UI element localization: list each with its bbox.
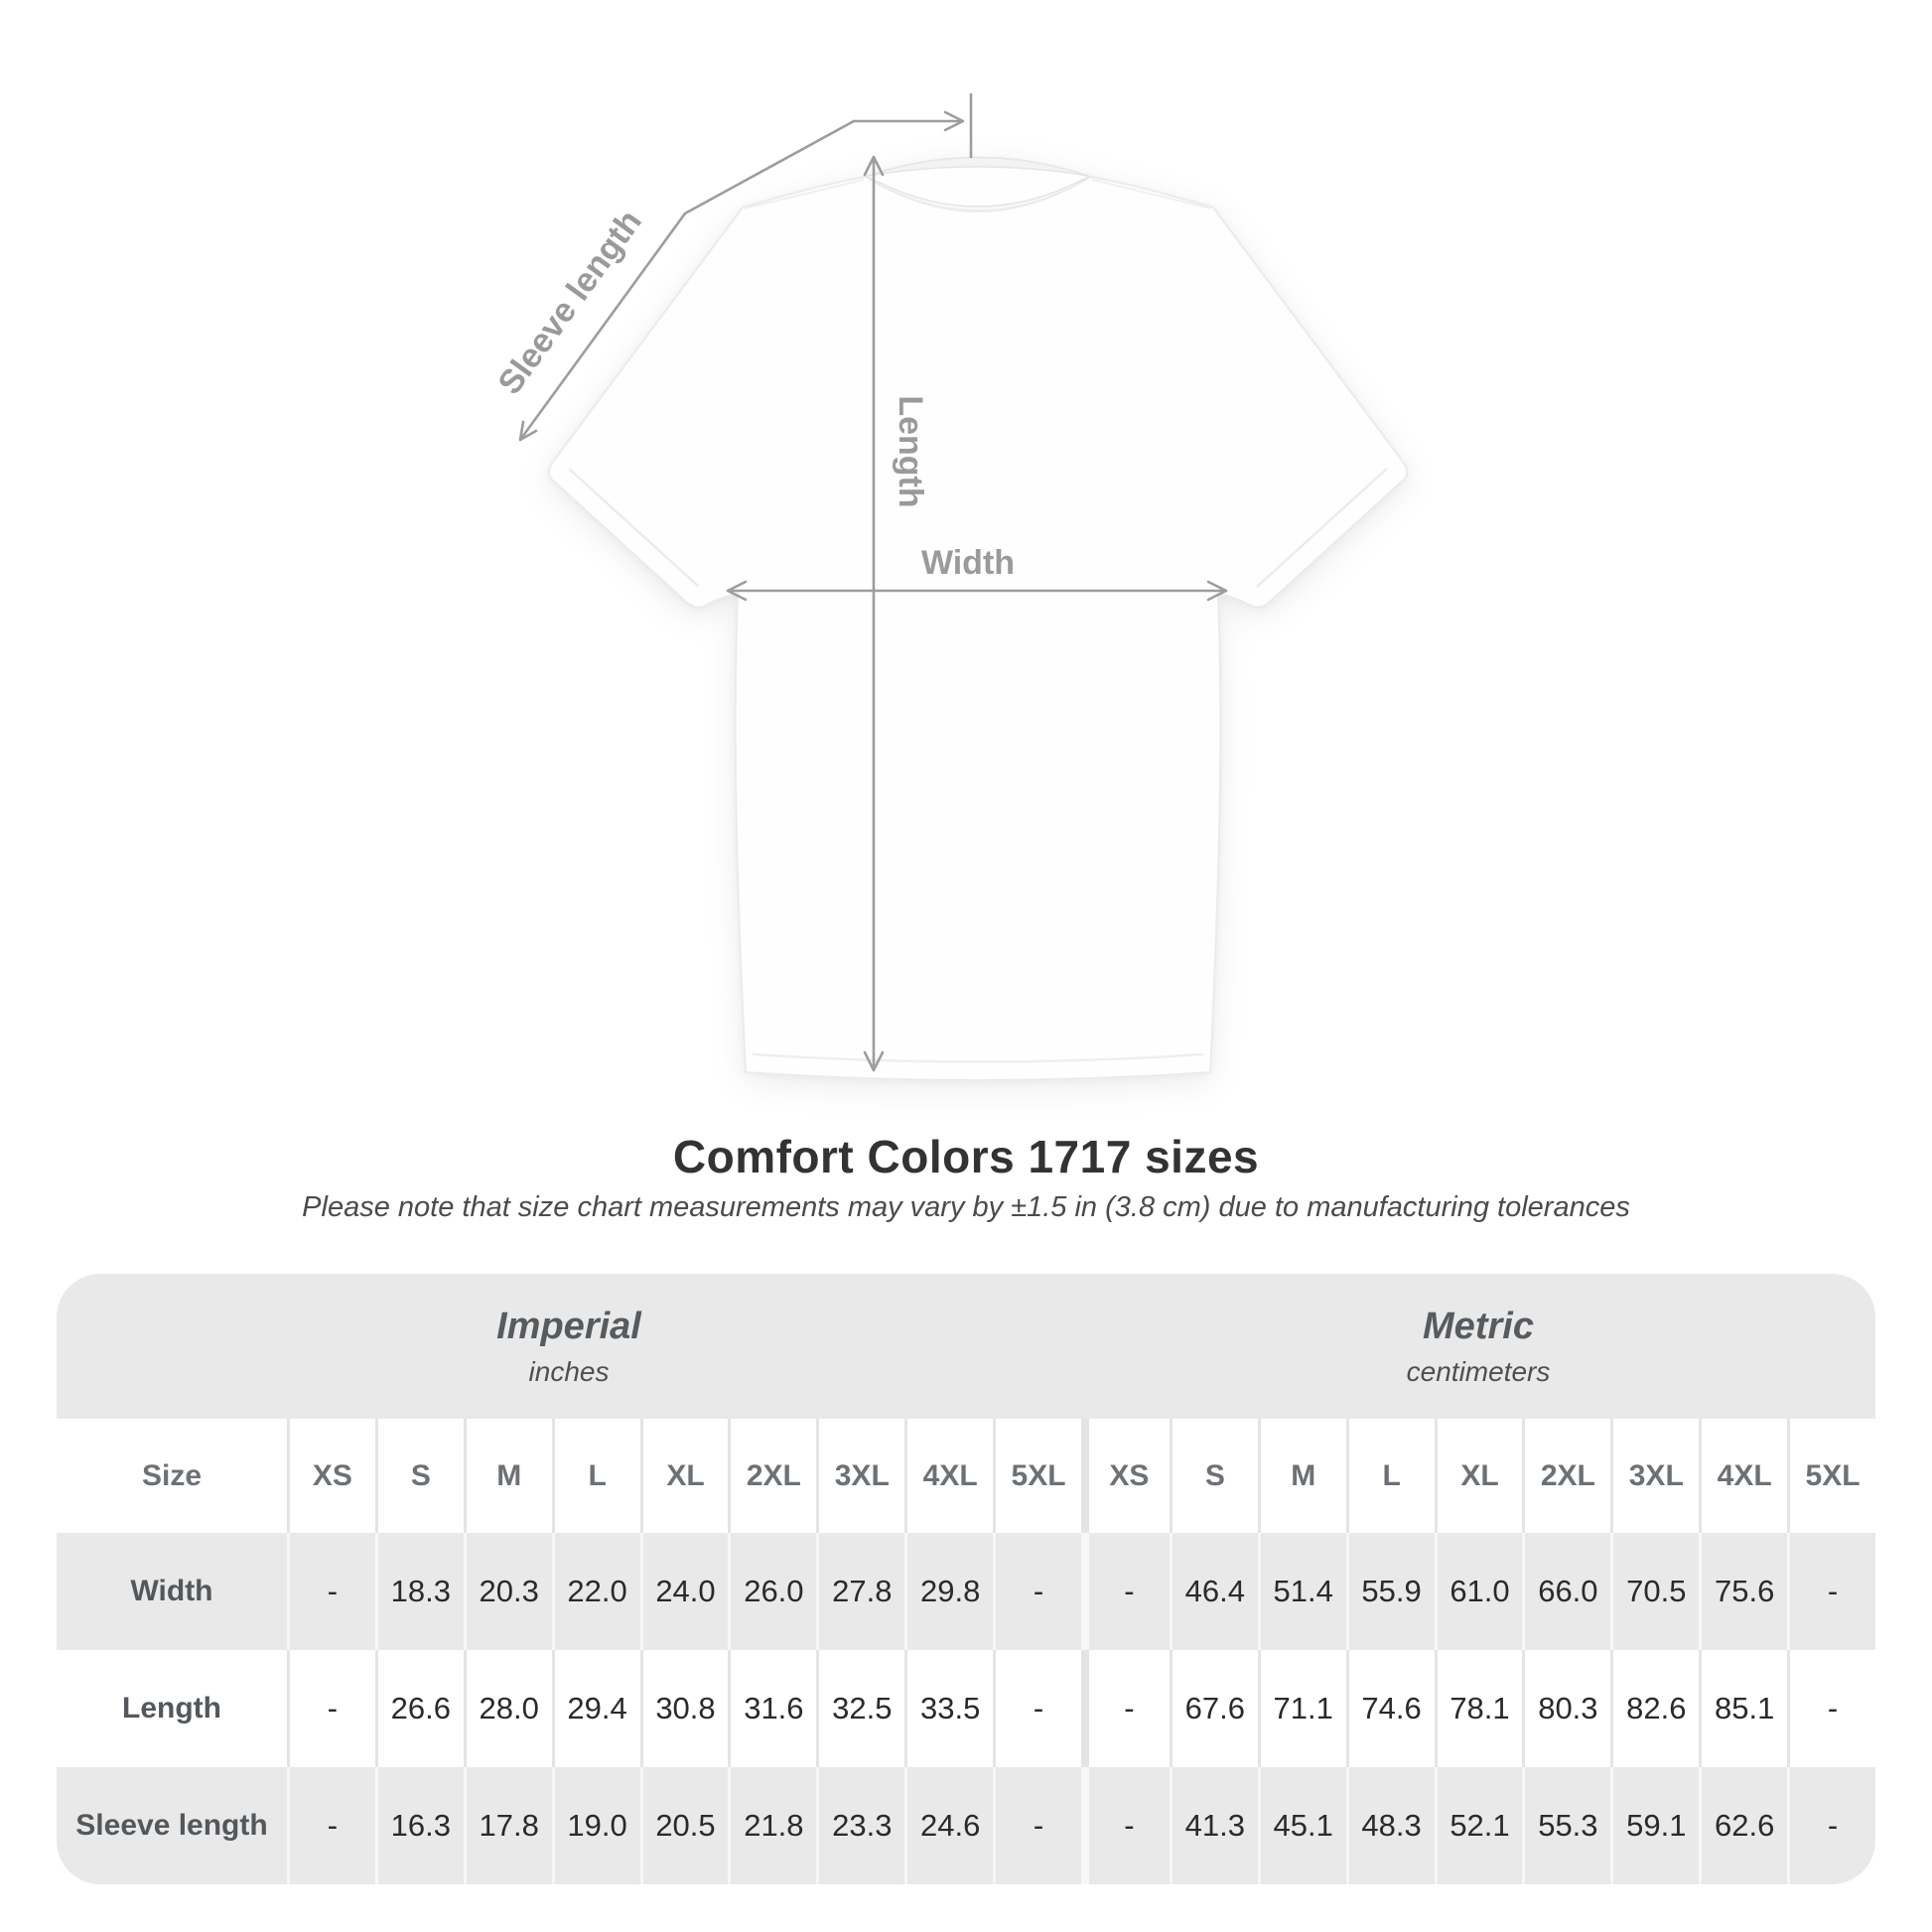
table-row-sleeve-length [57,1767,1875,1884]
row-label: Length [122,1692,221,1725]
row-label: Sleeve length [75,1809,268,1842]
size-col: 3XL [1610,1419,1699,1533]
table-cell: 80.3 [1522,1650,1610,1767]
table-cell: 75.6 [1699,1533,1787,1650]
table-cell: 26.6 [375,1650,464,1767]
metric-label: Metric [1423,1305,1534,1347]
table-cell: 17.8 [464,1767,552,1884]
unit-group-band [57,1274,1875,1419]
size-col: S [375,1419,464,1533]
table-cell: 29.8 [904,1533,993,1650]
width-label: Width [920,544,1016,582]
size-col: 4XL [904,1419,993,1533]
table-cell: 41.3 [1170,1767,1258,1884]
metric-group-header [1081,1274,1875,1419]
table-cell: 66.0 [1522,1533,1610,1650]
size-col: 5XL [1787,1419,1875,1533]
size-col: 3XL [816,1419,904,1533]
table-cell: 20.3 [464,1533,552,1650]
size-header-row [57,1419,1875,1533]
size-col: XL [640,1419,729,1533]
table-cell: 82.6 [1610,1650,1699,1767]
size-col: 4XL [1699,1419,1787,1533]
tshirt-illustration [549,158,1408,1081]
tolerance-note: Please note that size chart measurements may vary by ±1.5 in (3.8 cm) due to manufacturing tolerances [302,1191,1630,1223]
imperial-group-header [57,1274,1081,1419]
table-cell: - [993,1767,1081,1884]
table-cell: 55.9 [1346,1533,1435,1650]
metric-unit: centimeters [1406,1355,1551,1387]
table-cell: 16.3 [375,1767,464,1884]
table-cell: 70.5 [1610,1533,1699,1650]
table-cell: 74.6 [1346,1650,1435,1767]
size-col: L [552,1419,640,1533]
table-cell: - [1787,1650,1875,1767]
table-cell: 32.5 [816,1650,904,1767]
table-row-width [57,1533,1875,1650]
table-cell: 46.4 [1170,1533,1258,1650]
table-cell: - [287,1767,375,1884]
table-cell: 48.3 [1346,1767,1435,1884]
table-cell: 71.1 [1258,1650,1346,1767]
table-cell: 24.6 [904,1767,993,1884]
table-cell: 19.0 [552,1767,640,1884]
size-col: 5XL [993,1419,1081,1533]
table-cell: 78.1 [1435,1650,1523,1767]
size-table [57,1274,1875,1884]
table-cell: 59.1 [1610,1767,1699,1884]
size-col: M [1258,1419,1346,1533]
table-cell: 45.1 [1258,1767,1346,1884]
size-col: XS [1081,1419,1170,1533]
table-cell: - [287,1533,375,1650]
table-cell: 31.6 [728,1650,816,1767]
size-col: S [1170,1419,1258,1533]
table-cell: 55.3 [1522,1767,1610,1884]
table-cell: - [1787,1767,1875,1884]
size-header-cell: Size [141,1458,203,1492]
table-cell: 18.3 [375,1533,464,1650]
table-cell: 62.6 [1699,1767,1787,1884]
table-cell: - [287,1650,375,1767]
table-cell: 26.0 [728,1533,816,1650]
table-cell: 61.0 [1435,1533,1523,1650]
table-cell: 85.1 [1699,1650,1787,1767]
table-cell: 24.0 [640,1533,729,1650]
table-cell: 33.5 [904,1650,993,1767]
table-cell: 28.0 [464,1650,552,1767]
table-cell: 23.3 [816,1767,904,1884]
table-cell: - [993,1533,1081,1650]
table-cell: 51.4 [1258,1533,1346,1650]
row-label: Width [130,1575,213,1607]
size-col: XL [1435,1419,1523,1533]
table-cell: 67.6 [1170,1650,1258,1767]
table-cell: 30.8 [640,1650,729,1767]
sleeve-length-label: Sleeve length [490,203,649,402]
imperial-label: Imperial [496,1305,641,1347]
length-label: Length [892,395,929,508]
size-col: 2XL [1522,1419,1610,1533]
imperial-unit: inches [528,1355,610,1387]
table-row-length [57,1650,1875,1767]
table-cell: 29.4 [552,1650,640,1767]
size-col: M [464,1419,552,1533]
table-cell: - [1081,1767,1170,1884]
table-cell: 21.8 [728,1767,816,1884]
table-cell: - [993,1650,1081,1767]
table-cell: - [1787,1533,1875,1650]
table-cell: 20.5 [640,1767,729,1884]
table-cell: 22.0 [552,1533,640,1650]
size-col: 2XL [728,1419,816,1533]
table-cell: 27.8 [816,1533,904,1650]
table-cell: - [1081,1533,1170,1650]
size-col: XS [287,1419,375,1533]
page-title: Comfort Colors 1717 sizes [672,1131,1260,1182]
table-cell: - [1081,1650,1170,1767]
table-cell: 52.1 [1435,1767,1523,1884]
size-col: L [1346,1419,1435,1533]
